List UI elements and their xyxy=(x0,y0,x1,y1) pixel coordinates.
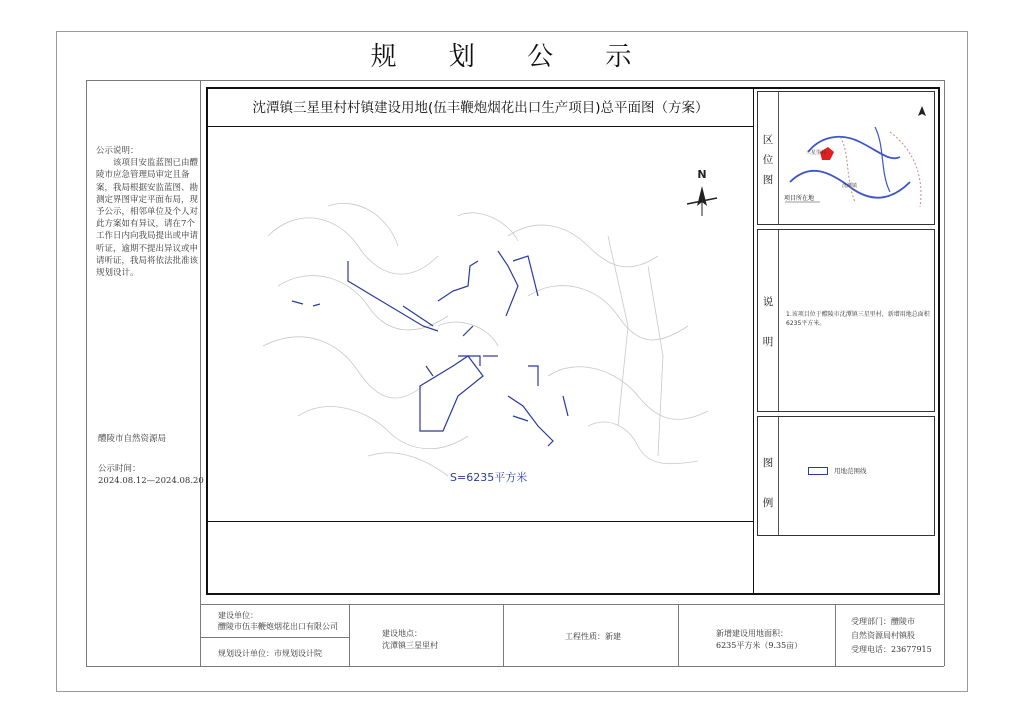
project-nature: 工程性质：新建 xyxy=(565,632,621,641)
site-plan-svg xyxy=(208,126,753,521)
site-plan-map xyxy=(208,126,753,522)
land-boundary-lines xyxy=(292,251,568,446)
builder-value: 醴陵市伍丰鞭炮烟花出口有限公司 xyxy=(218,622,338,631)
map-title: 沈潭镇三星里村村镇建设用地(伍丰鞭炮烟花出口生产项目)总平面图（方案） xyxy=(208,90,753,127)
header-divider xyxy=(86,80,944,81)
area-footer-value: 6235平方米（9.35亩） xyxy=(716,641,803,650)
site-location-label: 建设地点： xyxy=(382,629,422,638)
dept-line-2: 自然资源局村镇股 xyxy=(851,631,915,640)
footer-divider xyxy=(200,604,944,605)
notice-time-label: 公示时间： xyxy=(98,464,141,474)
builder-label: 建设单位： xyxy=(218,611,258,620)
left-border xyxy=(86,80,87,666)
terrain-contours xyxy=(263,203,708,476)
dept-line-1: 受理部门：醴陵市 xyxy=(851,617,915,626)
north-arrow-icon xyxy=(685,184,719,218)
notice-heading: 公示说明： xyxy=(96,146,139,156)
notes-text: 1.该项目位于醴陵市沈潭镇三星里村，新增用地总面积6235平方米。 xyxy=(786,311,930,327)
page-title: 规 划 公 示 xyxy=(370,42,654,72)
north-label: N xyxy=(697,168,707,181)
notice-body: 该项目安监蓝图已由醴陵市应急管理局审定且备案，我局根据安监蓝图、勘测定界图审定平面布局，现予公示，相邻单位及个人对此方案如有异议，请在7个工作日内向我局提出或申请听证，逾期不提出异议或申请听证，我局将依法批准该规划设计。 xyxy=(96,158,199,279)
legend-boundary-swatch xyxy=(808,467,828,475)
location-place-label: 项目所在地 xyxy=(784,195,815,202)
area-footer-label: 新增建设用地面积： xyxy=(716,629,788,638)
bottom-border xyxy=(86,666,944,667)
notice-text xyxy=(96,145,198,279)
notes-label: 说 明 xyxy=(762,296,774,348)
area-label: S=6235平方米 xyxy=(450,471,528,484)
side-panel xyxy=(753,89,939,593)
notice-divider xyxy=(200,80,201,666)
right-border xyxy=(944,80,945,666)
location-map-svg xyxy=(780,92,934,224)
notice-time-value: 2024.08.12—2024.08.20 xyxy=(98,476,204,486)
legend-item: 用地范围线 xyxy=(834,467,867,475)
notes-panel xyxy=(757,229,935,412)
notice-agency: 醴陵市自然资源局 xyxy=(98,434,167,444)
location-north-icon xyxy=(918,106,926,116)
legend-panel xyxy=(757,416,935,536)
site-location-value: 沈潭镇三星里村 xyxy=(382,641,438,650)
dept-phone: 受理电话：23677915 xyxy=(851,645,932,654)
location-map-panel xyxy=(757,91,935,225)
location-name-village: 三星里村 xyxy=(806,150,827,156)
location-map-label: 区 位 图 xyxy=(762,134,774,186)
location-name-town: 沈潭镇 xyxy=(842,183,858,189)
legend-label: 图 例 xyxy=(762,457,774,509)
designer: 规划设计单位：市规划设计院 xyxy=(218,649,322,658)
